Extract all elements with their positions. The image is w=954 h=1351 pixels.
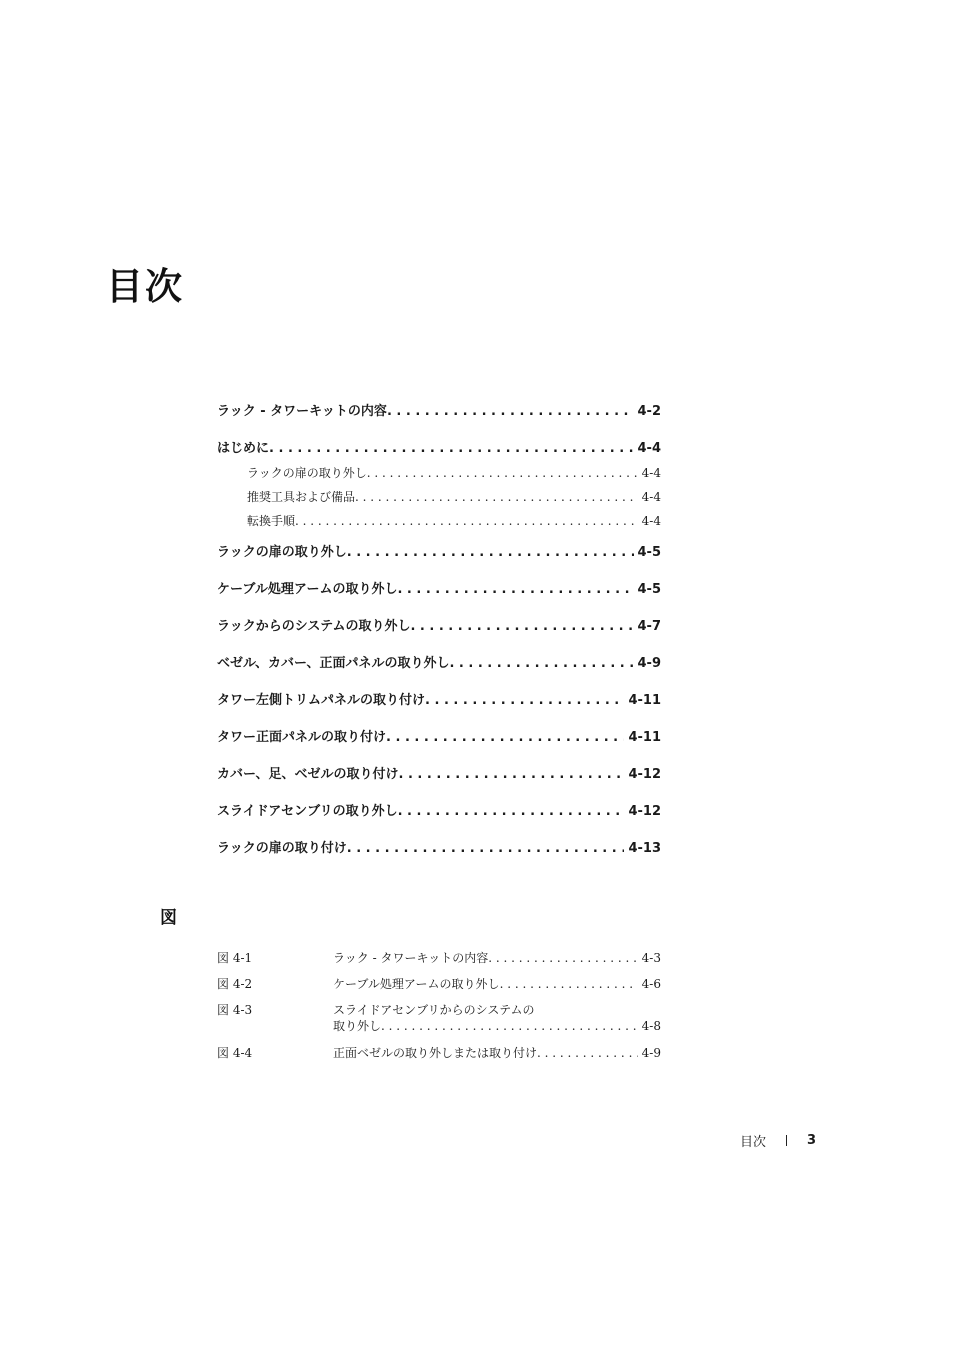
figure-title: ケーブル処理アームの取り外し [333, 977, 500, 991]
page-footer [740, 1131, 816, 1150]
toc-entry-page: 4-11 [628, 730, 661, 745]
toc-entry[interactable] [217, 543, 661, 580]
toc-entry-title: はじめに [217, 441, 270, 456]
toc-entry-page: 4-5 [637, 582, 661, 597]
toc-subentry-title: 推奨工具および備品 [247, 490, 356, 504]
toc-subentry-page: 4-4 [641, 490, 661, 504]
dot-leader [537, 1045, 638, 1061]
figure-entry[interactable] [217, 976, 661, 1002]
figure-title-first-line: スライドアセンブリからのシステムの [333, 1003, 535, 1017]
toc-subentry-page: 4-4 [641, 466, 661, 480]
dot-leader [355, 489, 638, 505]
toc-entry[interactable] [217, 617, 661, 654]
dot-leader [398, 765, 624, 785]
dot-leader [347, 543, 634, 563]
toc-entry-title: タワー左側トリムパネルの取り付け [217, 693, 426, 708]
toc-entry-title: スライドアセンブリの取り外し [217, 804, 398, 819]
toc-subentry[interactable] [217, 489, 661, 513]
dot-leader [500, 976, 638, 992]
toc-entry-page: 4-7 [637, 619, 661, 634]
toc-entry[interactable] [217, 402, 661, 439]
toc-entry-title: ケーブル処理アームの取り外し [217, 582, 398, 597]
toc-subentry[interactable] [217, 465, 661, 489]
dot-leader [488, 950, 637, 966]
toc-subentry-title: ラックの扉の取り外し [247, 466, 367, 480]
dot-leader [398, 802, 625, 822]
toc-entry-page: 4-12 [628, 804, 661, 819]
figure-title-line [333, 1018, 661, 1034]
toc-entry[interactable] [217, 728, 661, 765]
toc-entry-title: ラックからのシステムの取り外し [217, 619, 411, 634]
toc-entry-page: 4-4 [637, 441, 661, 456]
toc-entry-page: 4-9 [637, 656, 661, 671]
toc-entry[interactable] [217, 839, 661, 876]
dot-leader [381, 1018, 638, 1034]
toc-entry-page: 4-5 [637, 545, 661, 560]
dot-leader [367, 465, 638, 481]
toc-entry[interactable] [217, 439, 661, 465]
figure-title-line [333, 950, 661, 966]
toc-entry[interactable] [217, 802, 661, 839]
dot-leader [425, 691, 624, 711]
figures-list [217, 950, 661, 1071]
toc-subentry-page: 4-4 [641, 514, 661, 528]
figure-page: 4-8 [641, 1019, 661, 1033]
figure-title: ラック - タワーキットの内容 [333, 951, 489, 965]
figure-entry[interactable] [217, 1002, 661, 1045]
toc-subentry[interactable] [217, 513, 661, 543]
toc-entry-title: ラックの扉の取り付け [217, 841, 347, 856]
dot-leader [449, 654, 633, 674]
toc-entry[interactable] [217, 765, 661, 802]
toc-entry-page: 4-13 [628, 841, 661, 856]
dot-leader [397, 580, 633, 600]
dot-leader [410, 617, 633, 637]
toc-entry-page: 4-11 [628, 693, 661, 708]
toc-entry-title: ベゼル、カバー、正面パネルの取り外し [217, 656, 450, 671]
figure-title-line [333, 976, 661, 992]
footer-section-title: 目次 [739, 1135, 766, 1150]
toc-entry[interactable] [217, 580, 661, 617]
toc-entry-page: 4-12 [628, 767, 661, 782]
figure-page: 4-3 [641, 951, 661, 965]
footer-page-number: 3 [806, 1133, 816, 1148]
dot-leader [386, 728, 624, 748]
toc-subentry-title: 転換手順 [247, 514, 296, 528]
figure-entry[interactable] [217, 950, 661, 976]
toc-entry-title: ラック - タワーキットの内容 [217, 404, 387, 419]
figure-entry[interactable] [217, 1045, 661, 1071]
toc-entry-title: タワー正面パネルの取り付け [217, 730, 387, 745]
figure-page: 4-6 [641, 977, 661, 991]
figure-number: 図 4-3 [217, 1003, 253, 1017]
table-of-contents [217, 402, 661, 876]
toc-entry[interactable] [217, 654, 661, 691]
dot-leader [269, 439, 633, 459]
toc-entry-page: 4-2 [637, 404, 661, 419]
figure-number: 図 4-1 [217, 951, 253, 965]
figure-title-line [333, 1045, 661, 1061]
figures-heading: 図 [160, 908, 177, 928]
toc-entry[interactable] [217, 691, 661, 728]
figure-title: 正面ベゼルの取り外しまたは取り付け [333, 1046, 538, 1060]
footer-divider [786, 1135, 787, 1146]
figure-number: 図 4-2 [217, 977, 253, 991]
toc-entry-title: カバー、足、ベゼルの取り付け [217, 767, 399, 782]
figure-title: 取り外し [333, 1019, 382, 1033]
figure-page: 4-9 [641, 1046, 661, 1060]
dot-leader [347, 839, 625, 859]
toc-entry-title: ラックの扉の取り外し [217, 545, 347, 560]
figure-number: 図 4-4 [217, 1046, 253, 1060]
dot-leader [295, 513, 638, 529]
dot-leader [387, 402, 634, 422]
page-title: 目次 [106, 265, 184, 308]
